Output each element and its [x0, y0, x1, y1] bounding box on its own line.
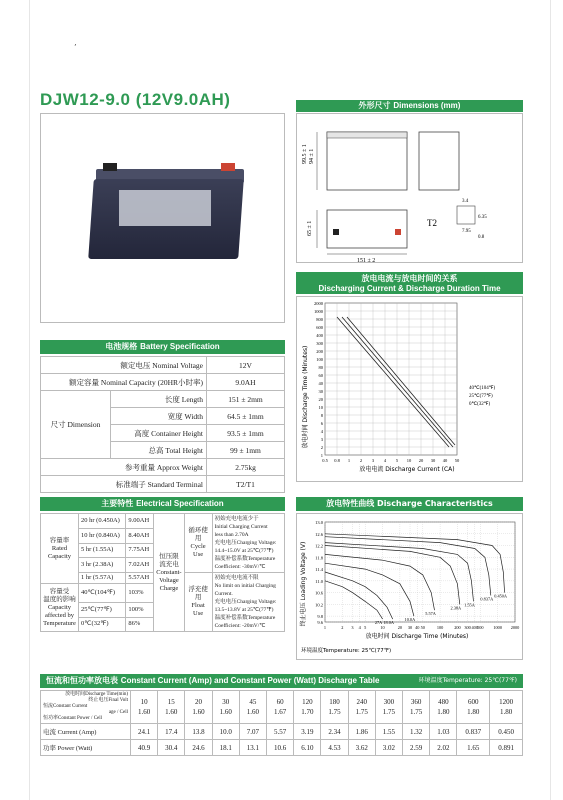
corner-unit: age / Cell [108, 710, 128, 715]
elec-row [41, 514, 285, 529]
dc-x-tick: 100 [436, 625, 444, 630]
dd-x-tick: 1 [347, 458, 351, 463]
disch-current-cell: 1.32 [403, 724, 430, 740]
disch-power-cell: 1.65 [457, 740, 490, 756]
term-dim-3: 0.8 [478, 235, 485, 240]
dd-curve-25 [342, 317, 453, 447]
disch-volt: 1.70 [301, 708, 314, 716]
discharge-char-title: 放电特性曲线 Discharge Characteristics [326, 499, 493, 508]
spec-value: 64.5 ± 1mm [207, 408, 285, 425]
dd-y-tick: 200 [316, 349, 323, 354]
dc-x-tick: 2 [341, 625, 344, 630]
disch-volt: 1.80 [467, 708, 480, 716]
front-view-lid [327, 132, 407, 138]
disch-time: 180 [329, 698, 340, 706]
dd-legend-40: 40℃(104℉) [469, 386, 496, 391]
cycle-use-label: 循环使用 Cycle Use [184, 514, 212, 573]
disch-time: 300 [383, 698, 395, 706]
disch-time-cell [185, 691, 212, 724]
rate-label: 1 hr (5.57A) [79, 573, 126, 584]
spec-sub-label: 高度 Container Height [111, 425, 207, 442]
width-dim-label: 151 ± 2 [357, 258, 376, 264]
spec-group-label: 尺寸 Dimension [41, 391, 111, 459]
front-view [327, 132, 407, 190]
discharge-duration-title-cn: 放电电流与放电时间的关系 [361, 274, 458, 283]
cycle-use-text: 初始充电电流少于 Initial Charging Current less than 2.70A 充电电压Charging Voltage: 14.4~15.0V at 25℃(77℉) 温度补偿系数Temperature Coefficient: -30mV/℃ [212, 514, 284, 573]
discharge-duration-svg [297, 297, 524, 483]
disch-time: 480 [438, 698, 449, 706]
dc-env: 环境温度Temperature: 25℃(77℉) [301, 648, 392, 654]
battery-label-plate [119, 190, 211, 226]
discharge-char-header [296, 497, 523, 511]
disch-time-cell [267, 691, 294, 724]
dc-series-line [325, 581, 383, 619]
spec-value: 99 ± 1mm [207, 442, 285, 459]
disch-volt: 1.60 [192, 708, 205, 716]
disch-time: 120 [302, 698, 313, 706]
dc-x-tick: 1000 [493, 625, 502, 630]
disch-current-cell: 1.03 [430, 724, 457, 740]
disch-power-cell: 18.1 [212, 740, 239, 756]
model-title: DJW12-9.0 (12V9.0AH) [40, 90, 231, 109]
dc-y-tick: 12.6 [315, 531, 323, 537]
discharge-duration-header [296, 272, 523, 294]
electrical-title-en: Electrical Specification [136, 499, 224, 508]
discharge-table-temp: 环境温度Temperature: 25℃(77℉) [418, 677, 517, 684]
spec-label: 标准端子 Standard Terminal [41, 476, 207, 493]
dd-x-tick: 0.8 [334, 458, 340, 463]
disch-current-cell: 5.57 [267, 724, 294, 740]
disch-current-cell: 10.0 [212, 724, 239, 740]
spec-label: 额定容量 Nominal Capacity (20HR小时率) [41, 374, 207, 391]
dc-plot-frame [325, 522, 515, 622]
dc-y-tick: 11.0 [315, 578, 323, 584]
disch-power-cell: 6.10 [294, 740, 321, 756]
disch-current-cell: 7.07 [239, 724, 266, 740]
spec-label: 额定电压 Nominal Voltage [41, 357, 207, 374]
spec-value: 12V [207, 357, 285, 374]
dd-y-tick: 60 [318, 373, 323, 378]
spec-row [41, 476, 285, 493]
float-use-text: 初始充电电流不限 No limit on initial Charging Current. 充电电压Charging Voltage: 13.5~13.8V at 25℃(77℉) 温度补偿系数Temperature Coefficient: -20mV/℃ [212, 573, 284, 632]
spec-row [41, 391, 285, 408]
disch-power-cell: 3.02 [375, 740, 402, 756]
height-dim-label-1: 99.5 ± 1 [302, 144, 308, 164]
disch-volt: 1.75 [355, 708, 368, 716]
disch-power-cell: 30.4 [158, 740, 185, 756]
rate-label: 5 hr (1.55A) [79, 543, 126, 558]
spec-row [41, 374, 285, 391]
dd-y-tick: 1 [320, 453, 323, 458]
disch-power-cell: 24.6 [185, 740, 212, 756]
disch-time: 60 [276, 698, 284, 706]
dd-curve-40 [347, 317, 455, 445]
dd-x-tick: 20 [418, 458, 424, 463]
terminal-detail [457, 206, 475, 224]
temp-capacity-label: 容量受 温度的影响 Capacity affected by Temperature [41, 584, 79, 632]
disch-volt: 1.60 [246, 708, 260, 716]
negative-terminal [103, 163, 117, 171]
disch-time-cell [321, 691, 348, 724]
dd-y-tick: 80 [318, 365, 323, 370]
dc-x-tick: 10 [380, 625, 385, 630]
disch-current-cell: 1.55 [375, 724, 402, 740]
dc-series-label: 0.450A [494, 593, 508, 599]
disch-time: 360 [410, 698, 422, 706]
current-label: 电流 Current (Amp) [41, 724, 131, 740]
rate-value: 7.02AH [126, 558, 154, 573]
dd-y-tick: 100 [316, 357, 323, 362]
disch-time-cell [403, 691, 430, 724]
dd-y-tick: 8 [320, 413, 323, 418]
dd-x-tick: 0.5 [322, 458, 328, 463]
disch-volt: 1.60 [219, 708, 232, 716]
discharge-table-header [40, 674, 523, 688]
rated-capacity-label: 容量率 Rated Capacity [41, 514, 79, 584]
disch-power-cell: 40.9 [131, 740, 158, 756]
spec-sub-label: 总高 Total Height [111, 442, 207, 459]
temp-value: 86% [126, 617, 154, 631]
rate-label: 20 hr (0.450A) [79, 514, 126, 529]
spec-label: 参考重量 Approx Weight [41, 459, 207, 476]
depth-dim-label: 65 ± 1 [307, 220, 313, 236]
dc-series-label: 2.38A [450, 605, 462, 611]
dd-y-tick: 30 [318, 389, 323, 394]
disch-time: 20 [195, 698, 202, 706]
spec-value: 93.5 ± 1mm [207, 425, 285, 442]
disch-time: 240 [356, 698, 367, 706]
disch-time: 1200 [499, 698, 514, 706]
temp-label: 25℃(77℉) [79, 603, 126, 617]
dd-y-tick: 6 [320, 421, 323, 426]
dc-x-tick: 200 [454, 625, 461, 630]
disch-power-cell: 0.891 [490, 740, 523, 756]
discharge-table-title-cn: 恒流和恒功率放电表 [46, 676, 118, 685]
positive-terminal [221, 163, 235, 171]
disch-time-cell [375, 691, 402, 724]
temp-value: 103% [126, 584, 154, 603]
pos-terminal-top [395, 229, 401, 235]
discharge-char-chart [296, 513, 523, 660]
dc-x-tick: 500 [477, 625, 484, 630]
disch-header-row [41, 691, 523, 724]
disch-volt: 1.80 [437, 708, 450, 716]
dd-x-tick: 2 [359, 458, 363, 463]
dc-x-tick: 20 [397, 625, 403, 630]
dd-y-tick: 10 [318, 405, 323, 410]
rate-value: 7.75AH [126, 543, 154, 558]
dc-x-tick: 5 [364, 625, 367, 630]
dd-y-tick: 1000 [314, 309, 323, 314]
dc-x-tick: 4 [358, 625, 361, 630]
spec-value: 2.75kg [207, 459, 285, 476]
corner-bot: 恒功率Constant Power / Cell [43, 716, 103, 721]
dd-y-tick: 2 [320, 445, 323, 450]
temp-label: 40℃(104℉) [79, 584, 126, 603]
corner-mid: 终止电压Final Volt [88, 698, 128, 703]
rate-label: 3 hr (2.38A) [79, 558, 126, 573]
disch-current-cell: 3.19 [294, 724, 321, 740]
dc-y-tick: 9.6 [317, 620, 323, 625]
discharge-duration-chart [296, 296, 523, 482]
disch-time-cell [348, 691, 375, 724]
corner-top: 放电时间Discharge Time(min) [65, 692, 128, 697]
rate-value: 5.57AH [126, 573, 154, 584]
power-label: 功率 Power (Watt) [41, 740, 131, 756]
battery-spec-header [40, 340, 285, 354]
discharge-char-svg [297, 514, 524, 661]
disch-corner [41, 691, 131, 724]
dimensions-drawing [296, 113, 523, 263]
dc-y-tick: 11.4 [315, 567, 323, 573]
dc-series-label: 1.55A [464, 602, 475, 608]
spec-row [41, 357, 285, 374]
dimensions-title-en: Dimensions (mm) [393, 101, 461, 110]
battery-spec-table [40, 356, 285, 493]
disch-power-cell: 3.62 [348, 740, 375, 756]
temp-label: 0℃(32℉) [79, 617, 126, 631]
dc-x-tick: 3 [351, 625, 354, 630]
dd-legend-0: 0℃(32℉) [469, 402, 491, 407]
dd-x-tick: 4 [383, 458, 387, 463]
disch-current-cell: 0.450 [490, 724, 523, 740]
product-photo [40, 113, 285, 323]
disch-time: 600 [468, 698, 479, 706]
electrical-title-cn: 主要特性 [101, 499, 134, 508]
side-view [419, 132, 459, 190]
dd-legend-25: 25℃(77℉) [469, 394, 493, 399]
disch-volt: 1.75 [328, 708, 341, 716]
dd-y-tick: 2000 [314, 301, 323, 306]
dd-x-tick: 10 [406, 458, 412, 463]
disch-volt: 1.75 [382, 708, 396, 716]
dc-x-tick: 2000 [510, 625, 520, 630]
neg-terminal-top [333, 229, 339, 235]
disch-time-cell [158, 691, 185, 724]
dc-series-line [325, 546, 460, 605]
disch-volt: 1.60 [137, 708, 151, 716]
cv-charge-label: 恒压限 流充电 Constant- Voltage Charge [154, 514, 184, 632]
dc-y-tick: 12.2 [315, 543, 323, 549]
dd-xlabel: 放电电流 Discharge Current (CA) [359, 466, 455, 473]
disch-current-cell: 2.34 [321, 724, 348, 740]
dc-series-label: 0.837A [480, 596, 494, 602]
dc-series-line [325, 554, 435, 610]
disch-power-cell: 10.6 [267, 740, 294, 756]
term-dim-2: 7.95 [462, 229, 471, 234]
disch-time: 30 [222, 698, 230, 706]
temp-value: 100% [126, 603, 154, 617]
disch-time: 15 [167, 698, 175, 706]
discharge-duration-title-en: Discharging Current & Discharge Duration Time [318, 284, 501, 293]
dc-xlabel: 放电时间 Discharge Time (Minutes) [365, 633, 469, 640]
disch-power-row [41, 740, 523, 756]
disch-time-cell [430, 691, 457, 724]
dc-x-tick: 400 [471, 625, 478, 630]
dd-y-tick: 800 [316, 317, 323, 322]
dc-y-tick: 10.6 [315, 590, 323, 596]
battery-spec-title-en: Battery Specification [140, 342, 220, 351]
disch-volt: 1.75 [410, 708, 423, 716]
disch-time-cell [490, 691, 523, 724]
dd-y-tick: 20 [318, 397, 323, 402]
dd-y-tick: 300 [316, 341, 323, 346]
dd-x-tick: 3 [371, 458, 375, 463]
dc-x-tick: 30 [407, 625, 413, 630]
dimensions-title-cn: 外形尺寸 [358, 101, 391, 110]
dd-y-tick: 4 [320, 429, 323, 434]
disch-volt: 1.67 [273, 708, 287, 716]
dc-x-tick: 300 [464, 625, 471, 630]
spec-row [41, 459, 285, 476]
spec-sub-label: 长度 Length [111, 391, 207, 408]
rate-value: 8.40AH [126, 528, 154, 543]
dc-series-line [325, 534, 505, 593]
disch-power-cell: 2.02 [430, 740, 457, 756]
spec-sub-label: 宽度 Width [111, 408, 207, 425]
disch-volt: 1.80 [499, 708, 513, 716]
corner-left: 恒流Constant Current [43, 704, 88, 709]
dc-y-tick: 10.2 [315, 602, 323, 608]
dc-series-label: 18.0A [383, 620, 395, 626]
disch-time-cell [457, 691, 490, 724]
dc-series-label: 10.0A [404, 617, 416, 623]
dc-series-label: 27A [374, 620, 383, 626]
dc-ylabel: 终止电压 Loading Voltage (V) [300, 541, 307, 627]
dd-y-tick: 600 [316, 325, 323, 330]
dc-y-tick: 11.8 [315, 555, 323, 561]
corner-mark: ’ [74, 43, 77, 52]
dd-y-tick: 400 [316, 333, 323, 338]
electrical-table [40, 513, 285, 632]
dimensions-header [296, 100, 523, 112]
disch-power-cell: 13.1 [239, 740, 266, 756]
disch-current-cell: 24.1 [131, 724, 158, 740]
disch-time: 45 [249, 698, 257, 706]
disch-time-cell [212, 691, 239, 724]
dc-x-tick: 50 [420, 625, 425, 630]
dd-x-tick: 40 [442, 458, 448, 463]
disch-power-cell: 4.53 [321, 740, 348, 756]
disch-current-cell: 1.86 [348, 724, 375, 740]
spec-value: 151 ± 2mm [207, 391, 285, 408]
disch-current-cell: 17.4 [158, 724, 185, 740]
rate-value: 9.00AH [126, 514, 154, 529]
t2-label: T2 [427, 218, 437, 228]
rate-label: 10 hr (0.840A) [79, 528, 126, 543]
disch-time-cell [294, 691, 321, 724]
battery-spec-title-cn: 电池规格 [105, 342, 138, 351]
disch-power-cell: 2.59 [403, 740, 430, 756]
disch-current-row [41, 724, 523, 740]
dd-y-tick: 3 [320, 437, 323, 442]
dc-y-tick: 13.0 [315, 520, 323, 525]
dc-series-label: 5.57A [425, 611, 436, 617]
disch-time: 10 [140, 698, 148, 706]
height-dim-label-2: 94 ± 1 [309, 148, 315, 164]
dimension-drawing-svg [297, 114, 524, 264]
term-dim-0: 3.4 [462, 199, 469, 204]
term-dim-1: 6.35 [478, 215, 487, 220]
dc-y-tick: 9.8 [317, 614, 323, 620]
dc-x-tick: 40 [415, 625, 420, 630]
dd-x-tick: 50 [454, 458, 460, 463]
float-use-label: 浮充使用 Float Use [184, 573, 212, 632]
disch-time-cell [239, 691, 266, 724]
spec-value: T2/T1 [207, 476, 285, 493]
dd-y-tick: 40 [318, 381, 323, 386]
disch-current-cell: 13.8 [185, 724, 212, 740]
discharge-table [40, 690, 523, 756]
disch-volt: 1.60 [165, 708, 178, 716]
dd-curve-0 [337, 317, 449, 447]
discharge-table-title-en: Constant Current (Amp) and Constant Power (Watt) Discharge Table [120, 676, 380, 685]
dd-x-tick: 30 [430, 458, 436, 463]
disch-time-cell [131, 691, 158, 724]
dd-x-tick: 5 [395, 458, 399, 463]
electrical-header [40, 497, 285, 511]
dd-ylabel: 放电时间 Discharge Time (Minutes) [302, 345, 309, 449]
spec-value: 9.0AH [207, 374, 285, 391]
dc-x-tick: 1 [323, 625, 327, 630]
disch-current-cell: 0.837 [457, 724, 490, 740]
